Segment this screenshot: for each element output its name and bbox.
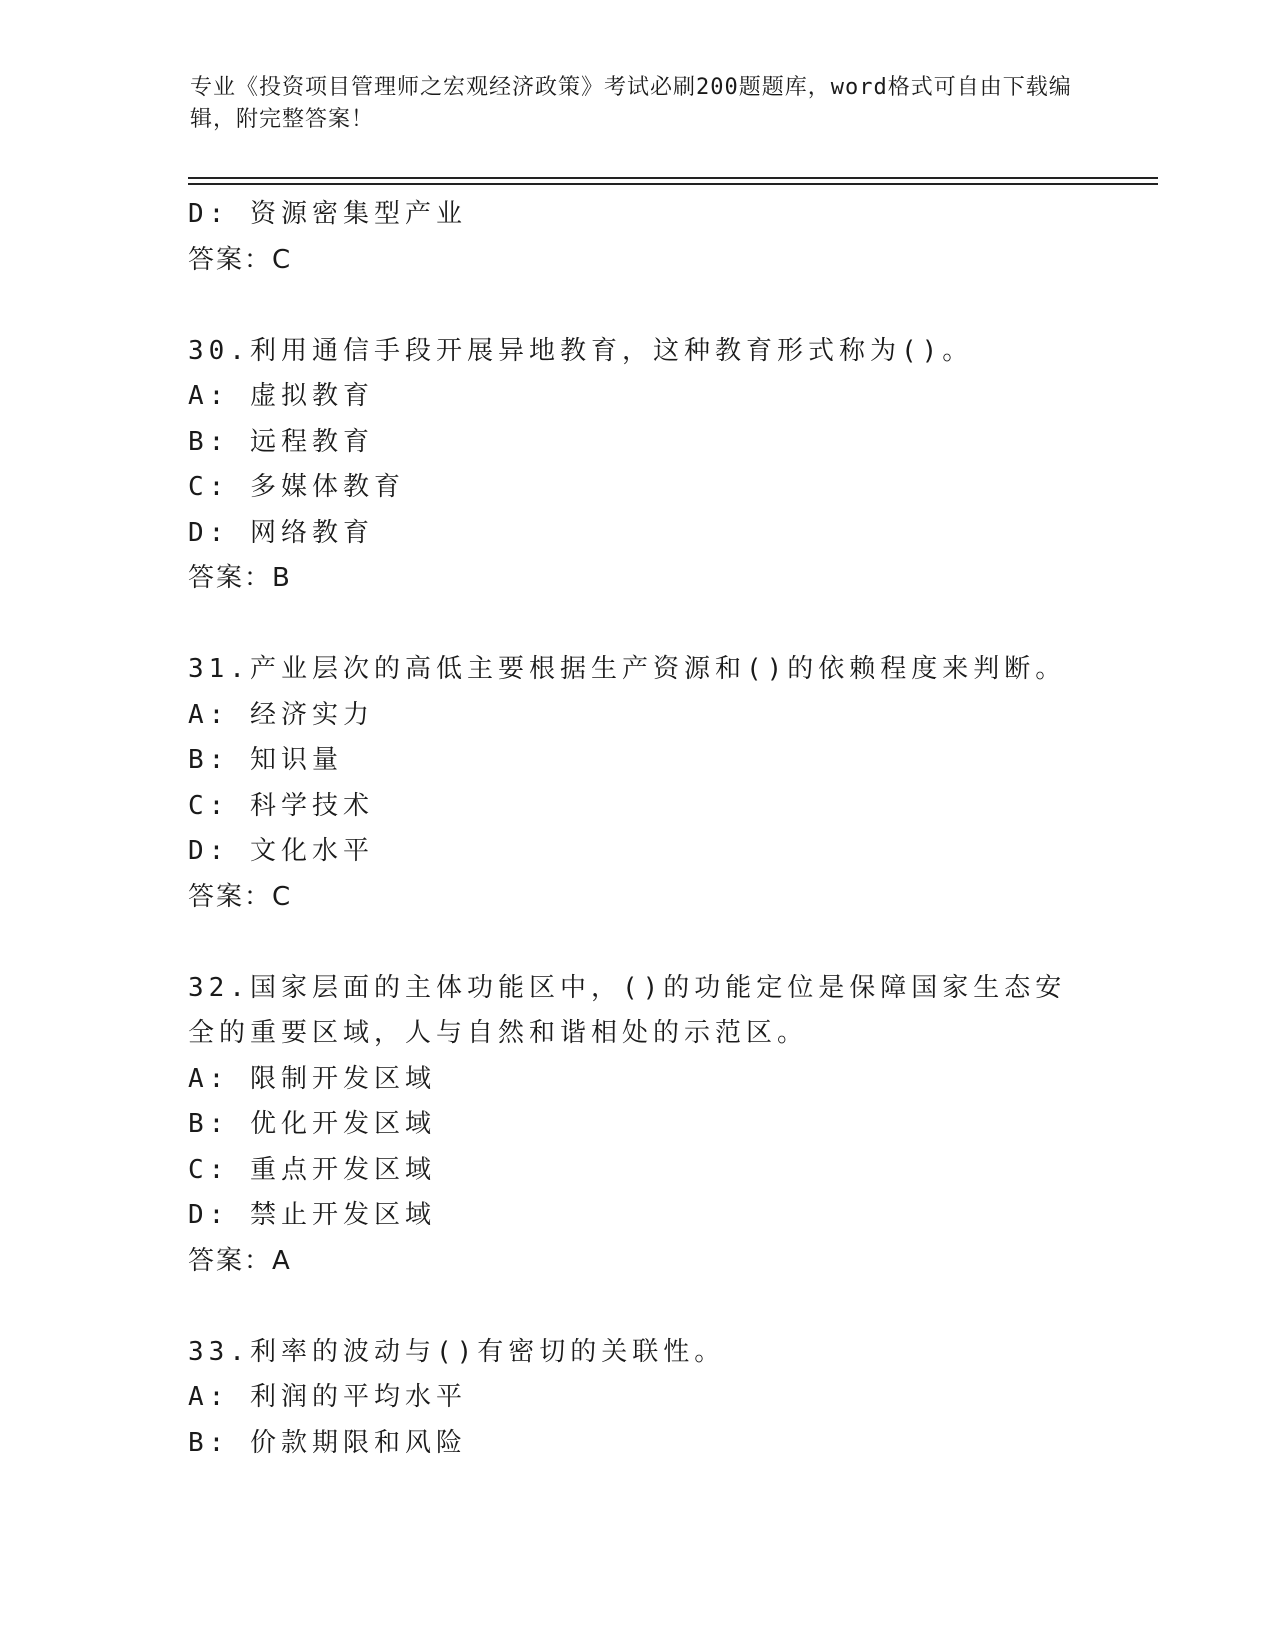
option-a: A: 经济实力 [188,699,374,730]
question-text: 30.利用通信手段开展异地教育，这种教育形式称为()。 [188,335,974,366]
spacer [188,283,1088,329]
answer: 答案：A [188,1245,292,1276]
option-d: D: 禁止开发区域 [188,1200,436,1230]
spacer [188,602,1088,648]
spacer [188,920,1088,966]
option-a: A: 利润的平均水平 [188,1382,467,1412]
prev-question-option-d: D: 资源密集型产业 [188,199,467,229]
option-b: B: 价款期限和风险 [188,1427,467,1458]
question-list [188,192,1088,1466]
option-b: B: 知识量 [188,745,343,775]
question-33 [188,1330,1088,1467]
header-rule-top [188,177,1158,179]
question-text: 33.利率的波动与()有密切的关联性。 [188,1336,726,1367]
spacer [188,1284,1088,1330]
document-header: 专业《投资项目管理师之宏观经济政策》考试必刷200题题库，word格式可自由下载编辑，附完整答案！ [190,75,1072,132]
answer: 答案：C [188,881,293,912]
option-c: C: 科学技术 [188,790,374,821]
option-d: D: 文化水平 [188,836,374,866]
question-30 [188,329,1088,602]
question-text: 32.国家层面的主体功能区中，()的功能定位是保障国家生态安全的重要区域，人与自然和谐相处的示范区。 [188,972,1067,1048]
prev-question-answer: 答案：C [188,244,293,275]
answer: 答案：B [188,563,292,593]
option-a: A: 限制开发区域 [188,1063,436,1094]
question-text: 31.产业层次的高低主要根据生产资源和()的依赖程度来判断。 [188,654,1067,684]
option-b: B: 远程教育 [188,426,374,457]
option-d: D: 网络教育 [188,517,374,548]
option-a: A: 虚拟教育 [188,381,374,411]
option-c: C: 重点开发区域 [188,1154,436,1185]
option-b: B: 优化开发区域 [188,1109,436,1139]
option-c: C: 多媒体教育 [188,472,405,502]
question-32 [188,966,1088,1285]
question-31 [188,647,1088,920]
header-rule-bottom [188,183,1158,185]
